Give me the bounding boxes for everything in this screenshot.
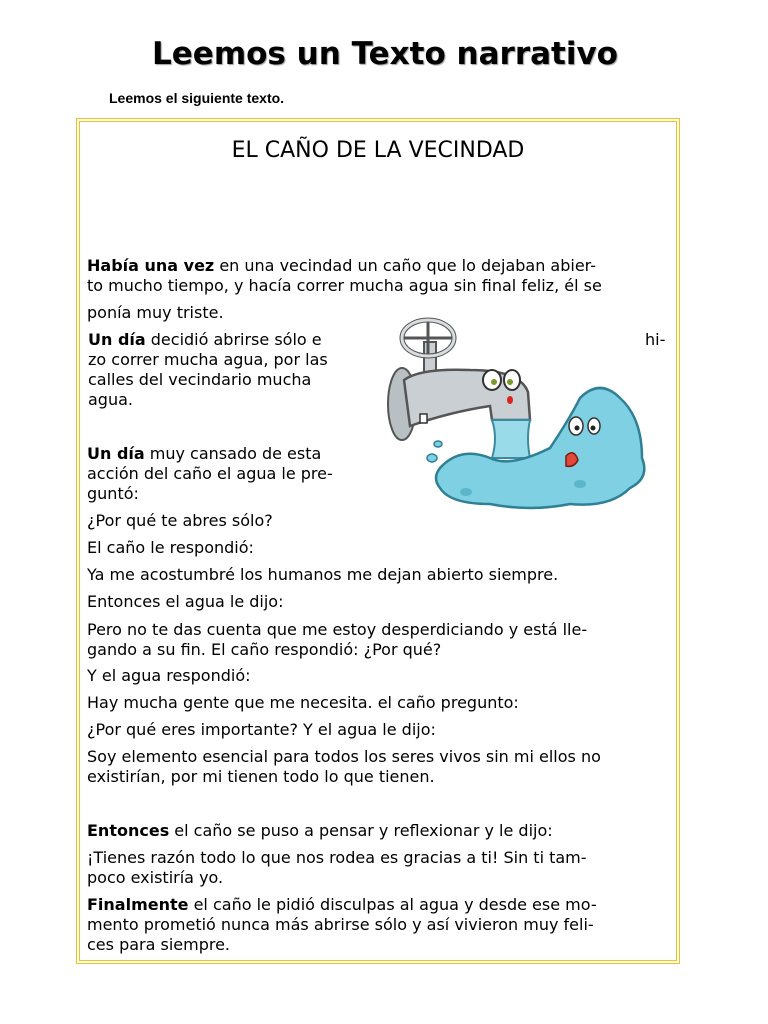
dialogue-acostumbre: Ya me acostumbré los humanos me dejan abierto siempre. (87, 565, 559, 584)
dialogue-elemento: Soy elemento esencial para todos los seres vivos sin mi ellos no existirían, por mi tienen todo lo que tienen. (87, 747, 601, 786)
paragraph-entonces: Entonces el caño se puso a pensar y reflexionar y le dijo: (87, 821, 553, 840)
page-title: Leemos un Texto narrativo (152, 36, 618, 72)
paragraph-un-dia: Un día decidió abrirse sólo e zo correr mucha agua, por las calles del vecindario mucha agua. (88, 330, 328, 409)
dialogue-respondio: El caño le respondió: (87, 538, 254, 557)
paragraph-intro: Había una vez en una vecindad un caño que lo dejaban abier- to mucho tiempo, y hacía correr mucha agua sin final feliz, él se (87, 256, 602, 295)
dialogue-razon: ¡Tienes razón todo lo que nos rodea es gracias a ti! Sin ti tam- poco existiría yo. (87, 848, 587, 887)
dialogue-question: ¿Por qué te abres sólo? (87, 511, 273, 530)
dialogue-entonces: Entonces el agua le dijo: (87, 592, 284, 611)
instruction-text: Leemos el siguiente texto. (109, 90, 285, 106)
paragraph-finalmente: Finalmente el caño le pidió disculpas al agua y desde ese mo- mento prometió nunca más abrirse sólo y así vivieron muy feli- ces para siempre. (87, 895, 597, 954)
dialogue-agua-respondio: Y el agua respondió: (87, 666, 251, 685)
dialogue-importante: ¿Por qué eres importante? Y el agua le dijo: (87, 720, 436, 739)
dialogue-pero: Pero no te das cuenta que me estoy desperdiciando y está lle- gando a su fin. El caño respondió: ¿Por qué? (87, 620, 588, 659)
hyphen-fragment: hi- (645, 330, 666, 349)
paragraph-cansado: Un día muy cansado de esta acción del caño el agua le pre- guntó: (87, 444, 333, 503)
faucet-and-water-drop-character-icon (380, 308, 660, 518)
paragraph-intro-end: ponía muy triste. (87, 303, 224, 322)
story-title: EL CAÑO DE LA VECINDAD (231, 138, 525, 163)
dialogue-mucha-gente: Hay mucha gente que me necesita. el caño pregunto: (87, 693, 519, 712)
